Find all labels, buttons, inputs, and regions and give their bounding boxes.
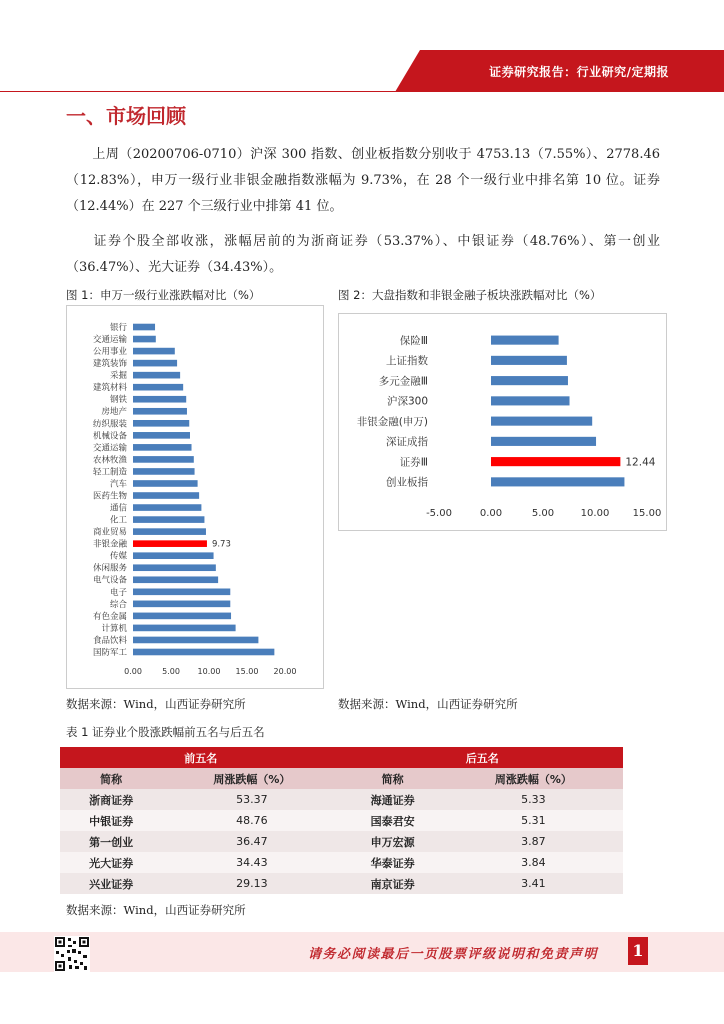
chart-category-label: 食品饮料 [92,635,127,646]
chart-category-label: 有色金属 [92,611,127,622]
cell: 29.13 [162,873,341,894]
col-header-change-2: 周涨跌幅（%） [444,768,623,789]
chart-bar-5 [491,417,592,426]
chart-category-label: 非银金融 [92,539,127,550]
chart-bar-6 [133,384,183,391]
cell: 36.47 [162,831,341,852]
qr-code-icon [54,936,90,972]
footer-disclaimer: 请务必阅读最后一页股票评级说明和免责声明 [308,947,599,962]
col-header-name-1: 简称 [60,768,162,789]
figure2-title: 图 2：大盘指数和非银金融子板块涨跌幅对比（%） [338,288,602,302]
chart-bar-1 [491,336,559,345]
chart-bar-10 [133,432,190,439]
chart-category-label: 保险Ⅲ [399,334,428,347]
table-source: 数据来源：Wind，山西证券研究所 [66,903,246,917]
chart-bar-18 [133,528,206,535]
cell: 兴业证券 [60,873,162,894]
cell: 3.41 [444,873,623,894]
chart-bar-27 [133,637,258,644]
chart-category-label: 银行 [109,322,127,333]
chart2 [339,314,666,530]
cell: 3.84 [444,852,623,873]
paragraph-1-text: 上周（20200706-0710）沪深 300 指数、创业板指数分别收于 4753.13（7.55%）、2778.46（12.83%），申万一级行业非银金融指数涨幅为 9.73%，在 28 个一级行业中排名第 10 位。证券（12.44%）在 227 个三级行业中排第 41 位。 [66,147,660,214]
chart-category-label: 纺织服装 [92,419,127,430]
chart-data-label: 9.73 [211,539,231,550]
chart-bar-3 [133,348,175,355]
chart-bar-3 [491,376,568,385]
chart-tick-label: 10.00 [197,667,221,676]
cell: 48.76 [162,810,341,831]
chart-bar-23 [133,588,230,595]
cell: 海通证券 [341,789,443,810]
table-column-header-row [60,768,623,789]
chart-bar-8 [491,477,624,486]
chart-category-label: 通信 [109,503,127,514]
chart-bar-5 [133,372,180,379]
chart-category-label: 电子 [109,587,127,598]
chart-bar-21 [133,564,216,571]
chart-tick-label: 0.00 [479,508,503,519]
chart-bar-24 [133,601,230,608]
chart-bar-7 [491,457,620,466]
header-title: 证券研究报告：行业研究/定期报 [489,65,669,79]
chart-category-label: 交通运输 [92,335,127,346]
cell: 光大证券 [60,852,162,873]
chart-category-label: 计算机 [101,623,127,634]
table-caption: 表 1 证券业个股涨跌幅前五名与后五名 [66,725,265,739]
chart-bar-13 [133,468,195,475]
chart-category-label: 采掘 [109,371,127,382]
chart-category-label: 深证成指 [386,436,428,449]
chart-tick-label: 5.00 [162,667,180,676]
page-number: 1 [628,937,648,965]
cell: 5.33 [444,789,623,810]
paragraph-2 [66,229,660,281]
figure1-source: 数据来源：Wind，山西证券研究所 [66,697,246,711]
chart-category-label: 汽车 [109,479,127,490]
chart-bar-15 [133,492,199,499]
chart-tick-label: 15.00 [235,667,259,676]
cell: 3.87 [444,831,623,852]
table-group-header-row [60,747,623,768]
chart-bar-11 [133,444,192,451]
chart-tick-label: 15.00 [632,508,662,519]
chart-category-label: 休闲服务 [92,563,127,574]
chart2-frame [338,313,667,531]
figure2-source: 数据来源：Wind，山西证券研究所 [338,697,518,711]
chart-bar-20 [133,552,214,559]
chart-bar-2 [491,356,567,365]
chart-bar-17 [133,516,204,523]
chart-category-label: 医药生物 [92,491,127,502]
chart-tick-label: -5.00 [426,508,452,519]
chart-category-label: 传媒 [109,551,127,562]
chart-bar-19 [133,540,207,547]
chart-category-label: 交通运输 [92,443,127,454]
cell: 第一创业 [60,831,162,852]
group-header-bottom5: 后五名 [341,747,623,768]
chart-category-label: 公用事业 [92,347,127,358]
chart-category-label: 轻工制造 [92,467,127,478]
chart-tick-label: 10.00 [580,508,610,519]
chart-bar-16 [133,504,201,511]
chart-bar-28 [133,649,274,656]
chart-category-label: 商业贸易 [92,527,127,538]
chart-data-label: 12.44 [625,456,656,469]
col-header-change-1: 周涨跌幅（%） [162,768,341,789]
cell: 中银证券 [60,810,162,831]
chart-category-label: 综合 [109,599,127,610]
cell: 浙商证券 [60,789,162,810]
chart-category-label: 非银金融(申万) [356,415,428,428]
cell: 华泰证券 [341,852,443,873]
paragraph-1 [66,142,660,220]
cell: 南京证券 [341,873,443,894]
chart-tick-label: 20.00 [273,667,297,676]
cell: 53.37 [162,789,341,810]
chart-category-label: 沪深300 [386,395,428,408]
chart-bar-4 [491,396,570,405]
cell: 国泰君安 [341,810,443,831]
cell: 申万宏源 [341,831,443,852]
chart-category-label: 房地产 [101,407,127,418]
chart-category-label: 钢铁 [109,395,127,406]
chart-category-label: 多元金融Ⅲ [378,375,428,388]
chart-bar-8 [133,408,187,415]
col-header-name-2: 简称 [341,768,443,789]
chart-category-label: 创业板指 [386,476,428,489]
chart-category-label: 机械设备 [92,431,127,442]
chart-bar-26 [133,625,236,632]
figure1-title: 图 1：申万一级行业涨跌幅对比（%） [66,288,261,302]
chart-bar-4 [133,360,177,367]
table-row [60,852,623,873]
chart-bar-2 [133,336,156,343]
chart-bar-12 [133,456,194,463]
chart-bar-25 [133,613,231,620]
chart-category-label: 上证指数 [386,355,428,368]
chart-category-label: 建筑装饰 [92,359,127,370]
chart-bar-14 [133,480,198,487]
chart-tick-label: 0.00 [124,667,142,676]
chart-bar-9 [133,420,189,427]
table-row [60,810,623,831]
paragraph-2-text: 证券个股全部收涨，涨幅居前的为浙商证券（53.37%）、中银证券（48.76%）、第一创业（36.47%）、光大证券（34.43%）。 [66,234,660,275]
chart-bar-1 [133,324,155,331]
chart-category-label: 国防军工 [92,647,127,658]
table-row [60,789,623,810]
section-title: 一、市场回顾 [66,104,186,128]
cell: 34.43 [162,852,341,873]
chart1-frame [66,305,324,689]
table-row [60,831,623,852]
table-row [60,873,623,894]
cell: 5.31 [444,810,623,831]
chart-category-label: 化工 [109,515,127,526]
chart1 [67,306,323,688]
chart-category-label: 证券Ⅲ [399,456,428,469]
chart-category-label: 电气设备 [92,575,127,586]
chart-category-label: 农林牧渔 [92,455,127,466]
chart-bar-22 [133,576,218,583]
chart-tick-label: 5.00 [531,508,555,519]
chart-bar-6 [491,437,596,446]
stock-table [60,747,623,894]
chart-category-label: 建筑材料 [92,383,127,394]
group-header-top5: 前五名 [60,747,341,768]
chart-bar-7 [133,396,186,403]
